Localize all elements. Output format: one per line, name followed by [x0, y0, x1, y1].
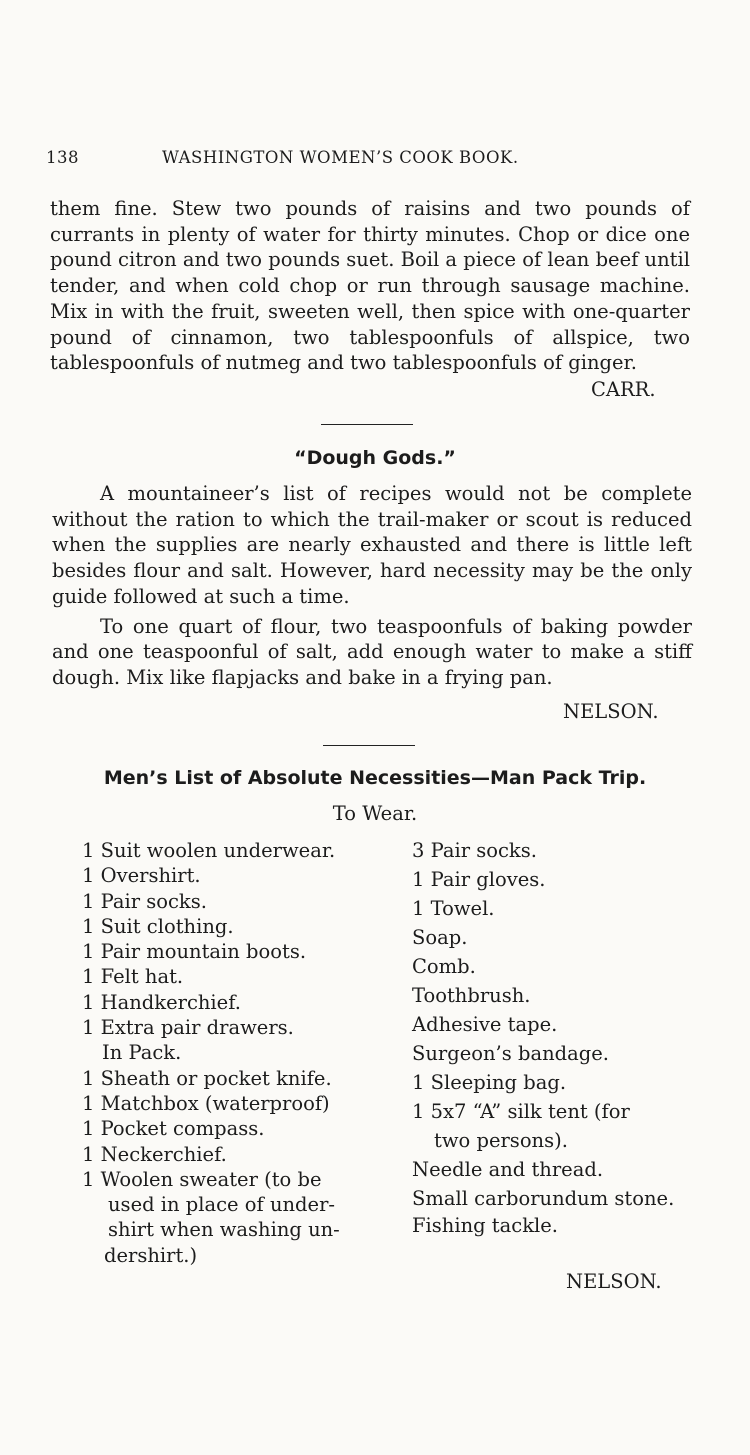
- list-item: 1 Neckerchief.: [82, 1142, 227, 1166]
- list-item-continuation: shirt when washing un-: [108, 1218, 340, 1242]
- list-item-continuation: dershirt.): [104, 1243, 198, 1267]
- list-item: Small carborundum stone.: [412, 1187, 675, 1210]
- list-item: 1 Pair gloves.: [412, 868, 546, 891]
- list-item: 1 Suit woolen underwear.: [82, 839, 336, 862]
- list-item: 1 Towel.: [412, 897, 495, 920]
- list-item: 1 Handkerchief.: [82, 990, 241, 1014]
- page-number: 138: [46, 148, 79, 167]
- list-item: 1 5x7 “A” silk tent (for: [412, 1100, 630, 1123]
- list-item: Needle and thread.: [412, 1158, 604, 1181]
- list-item-continuation: two persons).: [434, 1129, 568, 1152]
- nelson-signature-1: NELSON.: [563, 700, 659, 723]
- dough-gods-body: [52, 481, 692, 691]
- running-title: WASHINGTON WOMEN’S COOK BOOK.: [162, 148, 519, 167]
- list-item: 1 Extra pair drawers.: [82, 1016, 294, 1040]
- to-wear-subtitle: To Wear.: [332, 802, 418, 825]
- dough-gods-title: “Dough Gods.”: [294, 447, 456, 469]
- list-item: 1 Pair socks.: [82, 889, 207, 913]
- list-item: Fishing tackle.: [412, 1214, 558, 1237]
- list-item: Comb.: [412, 955, 476, 978]
- page-header: [46, 148, 686, 172]
- mens-list-title: Men’s List of Absolute Necessities—Man Pack Trip.: [103, 767, 647, 789]
- dough-gods-paragraph-1: A mountaineer’s list of recipes would not be complete without the ration to which the trail-maker or scout is reduced when the supplies are nearly exhausted and there is little left besides flour and salt. However, hard necessity may be the only guide followed at such a time.: [52, 482, 692, 608]
- list-item: Surgeon’s bandage.: [412, 1042, 609, 1065]
- in-pack-heading: In Pack.: [102, 1041, 182, 1065]
- list-item: 1 Felt hat.: [82, 965, 184, 989]
- nelson-signature-2: NELSON.: [566, 1270, 662, 1293]
- carr-signature: CARR.: [591, 378, 656, 401]
- list-item: 1 Pair mountain boots.: [82, 940, 307, 964]
- list-item: 1 Sleeping bag.: [412, 1071, 567, 1094]
- list-item-continuation: used in place of under-: [108, 1193, 335, 1217]
- list-item: 1 Woolen sweater (to be: [82, 1167, 322, 1191]
- list-item: 1 Matchbox (waterproof): [82, 1091, 330, 1115]
- right-column-list: [412, 836, 674, 1238]
- carryover-text: them fine. Stew two pounds of raisins and two pounds of currants in plenty of water for thirty minutes. Chop or dice one pound citron and two pounds suet. Boil a piece of lean beef until tender, and when cold chop or run through sausage machine. Mix in with the fruit, sweeten well, then spice with one-quarter pound of cinnamon, two tablespoonfuls of allspice, two tablespoonfuls of nutmeg and two tablespoonfuls of ginger.: [50, 197, 690, 375]
- list-item: 1 Suit clothing.: [82, 914, 234, 938]
- left-column-list: [82, 838, 340, 1268]
- dough-gods-paragraph-2: To one quart of flour, two teaspoonfuls of baking powder and one teaspoonful of salt, add enough water to make a stiff dough. Mix like flapjacks and bake in a frying pan.: [52, 614, 692, 689]
- list-item: Soap.: [412, 926, 468, 949]
- section-divider: [323, 745, 415, 746]
- carryover-paragraph: [50, 196, 690, 376]
- list-item: Adhesive tape.: [412, 1013, 558, 1036]
- list-item: 1 Pocket compass.: [82, 1117, 265, 1141]
- list-item: 1 Sheath or pocket knife.: [82, 1066, 332, 1090]
- list-item: 3 Pair socks.: [412, 839, 537, 862]
- list-item: 1 Overshirt.: [82, 864, 201, 888]
- list-item: Toothbrush.: [412, 984, 531, 1007]
- section-divider: [321, 424, 413, 425]
